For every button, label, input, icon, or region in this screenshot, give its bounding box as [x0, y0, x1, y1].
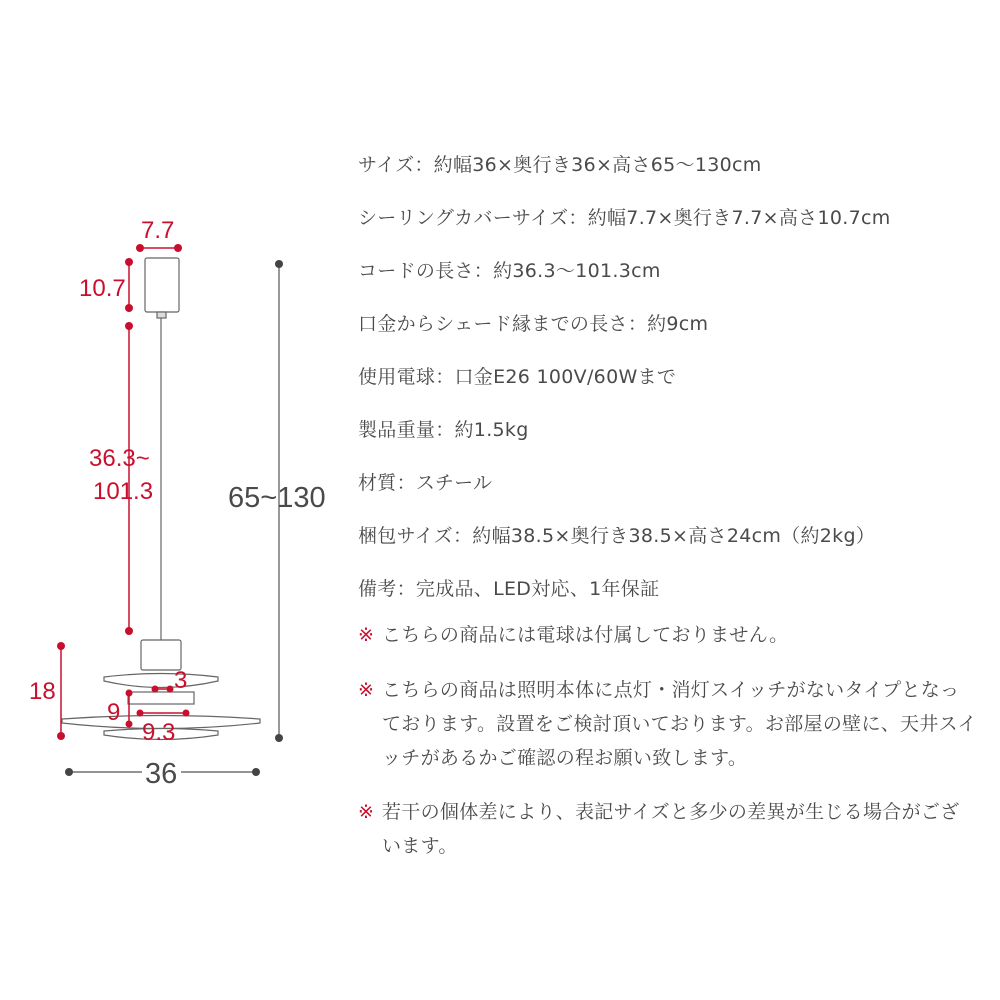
note-individual-difference: [358, 795, 978, 863]
spec-ceiling-cover-size: シーリングカバーサイズ：約幅7.7×奥行き7.7×高さ10.7cm: [358, 207, 891, 229]
cover-height-dimension: [79, 258, 133, 312]
inner-3-label: 3: [174, 667, 188, 694]
note-mark: ※: [358, 679, 375, 701]
spec-size: サイズ：約幅36×奥行き36×高さ65〜130cm: [358, 154, 762, 176]
inner-9-label: 9: [107, 699, 121, 726]
inner-9-3-label: 9.3: [142, 719, 176, 746]
note-text: こちらの商品は照明本体に点灯・消灯スイッチがないタイプとなっております。設置をご検討頂いております。お部屋の壁に、天井スイッチがあるかご確認の程お願い致します。: [382, 679, 977, 769]
total-height-label: 65~130: [228, 482, 326, 514]
note-mark: ※: [358, 624, 375, 646]
shade-height-label: 18: [29, 678, 56, 705]
cover-width-dimension: [136, 217, 182, 252]
note-mark: ※: [358, 801, 375, 823]
shade-height-dimension: [29, 642, 65, 740]
spec-weight: 製品重量：約1.5kg: [358, 419, 529, 441]
cord-clamp-shape: [157, 312, 166, 318]
cord-length-label-line1: 36.3~: [89, 445, 150, 472]
spec-remarks: 備考：完成品、LED対応、1年保証: [358, 578, 660, 600]
cord-length-dimension: [89, 322, 153, 635]
spec-socket-to-shade: 口金からシェード縁までの長さ：約9cm: [358, 313, 709, 335]
width-label: 36: [145, 758, 178, 790]
upper-shade-shape: [104, 674, 218, 688]
cord-length-label-line2: 101.3: [93, 478, 154, 505]
note-text: こちらの商品には電球は付属しておりません。: [382, 624, 789, 646]
spec-bulb: 使用電球：口金E26 100V/60Wまで: [358, 366, 677, 388]
width-dimension: [65, 758, 260, 790]
cover-width-label: 7.7: [141, 217, 175, 244]
ceiling-cover-shape: [145, 258, 179, 312]
total-height-dimension: [228, 260, 326, 742]
note-text: 若干の個体差により、表記サイズと多少の差異が生じる場合がございます。: [382, 801, 960, 857]
note-no-switch: [358, 673, 978, 775]
note-no-bulb: [358, 618, 978, 652]
spec-package-size: 梱包サイズ：約幅38.5×奥行き38.5×高さ24cm（約2kg）: [358, 525, 876, 547]
socket-shape: [141, 640, 181, 670]
cover-height-label: 10.7: [79, 275, 126, 302]
lamp-dimension-diagram: [0, 0, 340, 820]
spec-material: 材質：スチール: [358, 472, 493, 494]
spec-cord-length: コードの長さ：約36.3〜101.3cm: [358, 260, 661, 282]
